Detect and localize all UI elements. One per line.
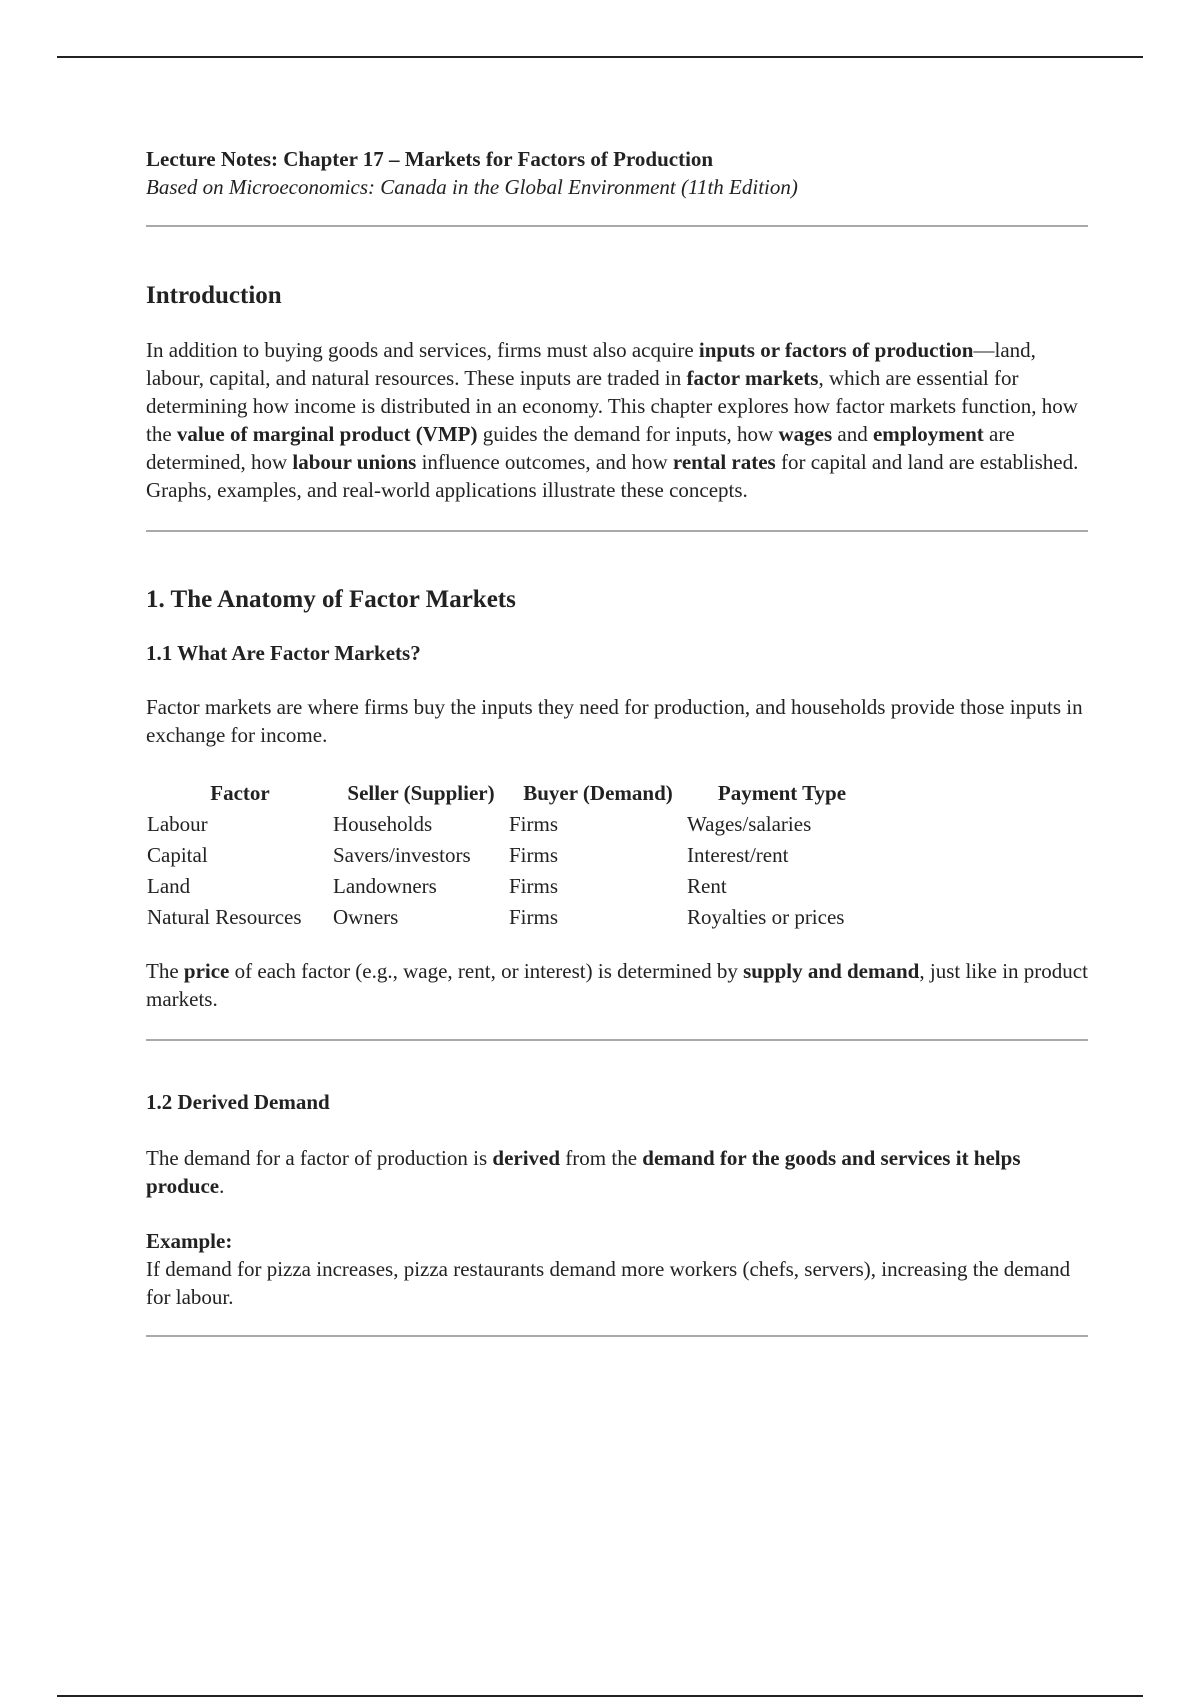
page-bottom-rule — [57, 1695, 1143, 1697]
column-header-factor: Factor — [210, 781, 270, 805]
table-row — [147, 839, 877, 870]
example-text: If demand for pizza increases, pizza restaurants demand more workers (chefs, servers), increasing the demand for labour. — [146, 1257, 1071, 1309]
factor-table — [147, 778, 877, 932]
table-row — [147, 808, 877, 839]
table-cell: Wages/salaries — [687, 811, 812, 836]
table-cell: Rent — [687, 873, 727, 898]
section-divider — [146, 1039, 1088, 1041]
table-row — [147, 901, 877, 932]
section-1-heading: 1. The Anatomy of Factor Markets — [146, 586, 516, 613]
column-header-buyer: Buyer (Demand) — [523, 781, 673, 805]
document-subtitle: Based on Microeconomics: Canada in the Global Environment (11th Edition) — [146, 175, 798, 199]
table-cell: Interest/rent — [687, 842, 789, 867]
document-title: Lecture Notes: Chapter 17 – Markets for Factors of Production — [146, 147, 714, 171]
table-cell: Capital — [147, 842, 208, 867]
table-cell: Royalties or prices — [687, 904, 845, 929]
factor-price-paragraph: The price of each factor (e.g., wage, rent, or interest) is determined by supply and demand, just like in product markets. — [146, 959, 1088, 1011]
table-cell: Landowners — [333, 873, 437, 898]
introduction-paragraph: In addition to buying goods and services, firms must also acquire inputs or factors of production—land, labour, capital, and natural resources. These inputs are traded in factor markets, which are essential for determining how income is distributed in an economy. This chapter explores how factor markets function, how the value of marginal product (VMP) guides the demand for inputs, how wages and employment are determined, how labour unions influence outcomes, and how rental rates for capital and land are established. Graphs, examples, and real-world applications illustrate these concepts. — [146, 338, 1079, 502]
table-cell: Firms — [509, 904, 559, 929]
section-divider — [146, 225, 1088, 227]
section-1-1-heading: 1.1 What Are Factor Markets? — [146, 641, 421, 665]
table-cell: Firms — [509, 811, 559, 836]
table-cell: Labour — [147, 811, 208, 836]
factor-markets-intro: Factor markets are where firms buy the inputs they need for production, and households provide those inputs in exchange for income. — [146, 695, 1083, 747]
table-cell: Households — [333, 811, 433, 836]
table-cell: Natural Resources — [147, 904, 302, 929]
section-1-2-heading: 1.2 Derived Demand — [146, 1090, 330, 1114]
column-header-seller: Seller (Supplier) — [347, 781, 495, 805]
section-divider — [146, 1335, 1088, 1337]
table-cell: Land — [147, 873, 191, 898]
table-cell: Firms — [509, 873, 559, 898]
section-divider — [146, 530, 1088, 532]
document-content — [146, 140, 1088, 1337]
table-cell: Owners — [333, 904, 399, 929]
table-cell: Firms — [509, 842, 559, 867]
column-header-payment: Payment Type — [717, 781, 847, 805]
introduction-heading: Introduction — [146, 282, 282, 309]
table-row — [147, 870, 877, 901]
table-header-row — [147, 778, 877, 808]
table-cell: Savers/investors — [333, 842, 471, 867]
derived-demand-paragraph: The demand for a factor of production is derived from the demand for the goods and services it helps produce. — [146, 1146, 1021, 1198]
page-top-rule — [57, 56, 1143, 58]
example-label: Example: — [146, 1229, 233, 1253]
